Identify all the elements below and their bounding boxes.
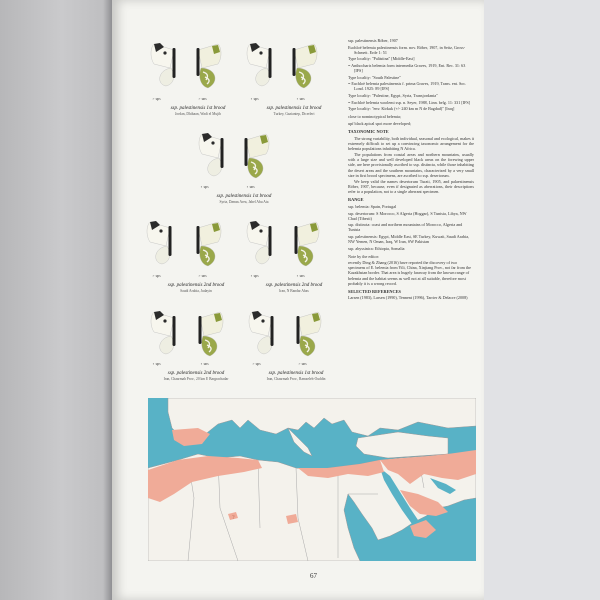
synonym: = Anthocharis belemia form intermedia Graves, 1919, Ent. Rec. 31: 63 [IFS] xyxy=(348,62,466,74)
type-locality: Type locality: "env. Kirkuk (+/- 240 km m N de Bagdad)" [Iraq] xyxy=(348,106,455,112)
plate-caption-locality: Iran, Chaarmah Prov., Ramzeleh-Ouddin xyxy=(266,376,326,381)
plate-caption xyxy=(150,106,246,117)
plate-caption-title: ssp. palestinensis 1st brood xyxy=(268,371,324,376)
sex-label: ♂ uns xyxy=(198,97,207,101)
specimen-4-ups xyxy=(147,221,172,264)
plate-caption-title: ssp. palestinensis 2nd brood xyxy=(167,283,225,288)
type-locality: Type locality: "Palestine, Egypt, Syria, Transjordania" xyxy=(348,92,438,98)
sex-label: ♂ uns xyxy=(198,274,207,278)
sex-label: ♂ ups xyxy=(152,97,161,101)
sex-label: ♀ ups xyxy=(200,185,209,189)
plate-caption-locality: Turkey, Gaziantep, Dicerleri xyxy=(273,111,315,116)
specimen-2-uns xyxy=(293,44,318,88)
plate-caption xyxy=(246,106,342,117)
type-locality: Type locality: "Palästina" [Middle-East] xyxy=(348,56,415,62)
plate-caption xyxy=(148,283,244,294)
editor-note: recently Ding & Zhang (2016) have reported the discovery of two specimens of E. belemia from Yili, China, Xinjiang Prov., not far from the Kazakhstan border. That area is hugely faraway from the known range of belemia and the habitat seems as well not at all suitable, therefore most probably it is a wrong record. xyxy=(348,260,471,286)
sex-label: ♀ ups xyxy=(250,97,259,101)
sex-label: ♀ uns xyxy=(296,97,305,101)
plate-caption-locality: Iran, Chaarmah Prov., 20 km E Bargrachadar xyxy=(163,376,229,381)
type-locality: Type locality: "South Palestine" xyxy=(348,74,401,80)
taxonomic-note-paragraph: The strong variability, both individual, seasonal and ecological, makes it extremely difficult to set up a convincing taxonomic arrangement for the belemia populations inhabiting N Africa. xyxy=(348,135,475,151)
specimen-7-uns xyxy=(297,312,322,356)
sex-label: ♀ uns xyxy=(200,362,209,366)
original-description: Euchloë belemia palestinensis form. nov. Röber, 1907, in Seitz, Gross-Schmett. Erde 1: 51 xyxy=(348,44,466,55)
plate-caption-title: ssp. palestinensis 2nd brood xyxy=(167,371,225,376)
sex-label: ♂ ups xyxy=(252,362,261,366)
page-number: 67 xyxy=(310,572,317,580)
synonym: = Euchloë belemia palestinensis f. prima Graves, 1919, Trans. ent. Soc. Lond. 1925: 89 [IFS] xyxy=(348,81,467,92)
range-heading: RANGE xyxy=(348,197,364,203)
diagnosis: close to nominotypical belemia; xyxy=(348,114,402,120)
references: Larsen (1983), Larsen (1990), Tennent (1996), Tarrier & Delacre (2008) xyxy=(348,295,468,301)
specimen-1-uns xyxy=(197,44,222,88)
plate-caption-title: ssp. palestinensis 1st brood xyxy=(266,106,322,111)
distribution-map xyxy=(148,398,476,561)
plate-caption-locality: Jordan, Dhibaan, Wadi el Mujib xyxy=(175,111,221,116)
diagnosis: upf black apical spot more developed; xyxy=(348,120,412,126)
sex-label: ♀ ups xyxy=(250,274,259,278)
range-entry: ssp. belemia: Spain, Portugal xyxy=(348,203,397,209)
plate-caption-title: ssp. palestinensis 2nd brood xyxy=(265,283,323,288)
taxonomic-note-paragraph: The populations from coastal areas and northern mountains, usually with a large size and well developed black areas on the forewing upper side, are here provisionally ascribed to ssp. distincta, while those inhabiting the desert areas and the southern mountains, characterized by a very small size in first brood specimens, are ascribed to ssp. desertorum. xyxy=(348,152,474,178)
specimen-4-uns xyxy=(197,222,222,266)
specimen-6-uns xyxy=(199,312,224,356)
range-entry: ssp. palestinensis: Egypt, Middle East, SE Turkey, Kuwait, Saudi Arabia, NW Yemen, N Oman, Iraq, W Iran, SW Pakistan xyxy=(348,234,470,245)
plate-caption-locality: Syria, Damas Area, Jabel Abu Ata xyxy=(219,199,269,204)
subspecies-heading: ssp. palestinensis Röber, 1907 xyxy=(348,38,398,43)
sex-label: ♀ uns xyxy=(296,274,305,278)
references-heading: SELECTED REFERENCES xyxy=(348,288,401,294)
specimen-1-ups xyxy=(151,43,176,86)
specimen-2-ups xyxy=(247,43,272,86)
uncertain-record-mark: ? xyxy=(232,515,235,521)
plate-caption-title: ssp. palestinensis 1st brood xyxy=(216,194,272,199)
taxonomic-note-heading: TAXONOMIC NOTE xyxy=(348,129,389,134)
specimen-6-ups xyxy=(151,311,176,354)
specimen-3-ups xyxy=(199,133,224,176)
book-spine xyxy=(0,0,112,600)
plate-caption xyxy=(196,194,292,205)
taxonomic-note-paragraph: We keep valid the names desertorum Turati, 1905, and palaestinensis Röber, 1907, because, even if designated as aberrations, their descriptions refer to a population, not to a single aberrant specimen. xyxy=(348,179,474,195)
specimen-5-uns xyxy=(295,222,320,266)
sex-label: ♂ ups xyxy=(152,274,161,278)
text-column xyxy=(348,38,474,302)
specimen-7-ups xyxy=(249,311,274,354)
specimen-5-ups xyxy=(247,221,272,264)
plate-caption-title: ssp. palestinensis 1st brood xyxy=(170,106,226,111)
range-entry: ssp. distincta: coast and northern mountains of Morocco, Algeria and Tunisia xyxy=(348,222,463,233)
plate-caption xyxy=(246,283,342,294)
range-entry: ssp. abyssinica: Ethiopia, Somalia xyxy=(348,245,405,251)
sex-label: ♂ uns xyxy=(298,362,307,366)
plate-caption xyxy=(146,371,246,382)
synonym: = Euchloë belemia woolemi ssp. n. Seyer, 1988, Linn. belg. 11: 331 [IFS] xyxy=(348,99,471,105)
specimen-3-uns xyxy=(245,134,270,178)
editor-note-label: Note by the editor: xyxy=(348,253,380,259)
plate-caption-locality: Iran, N Bandar Abas xyxy=(279,288,309,293)
range-entry: ssp. desertorum: S Morocco, S Algeria (Hoggar), S Tunisia, Libya, NW Chad (Tibesti) xyxy=(348,210,467,221)
plate-caption-locality: Saudi Arabia, Judayin xyxy=(180,288,212,293)
plate-caption xyxy=(246,371,346,382)
sex-label: ♀ ups xyxy=(152,362,161,366)
sex-label: ♀ uns xyxy=(246,185,255,189)
